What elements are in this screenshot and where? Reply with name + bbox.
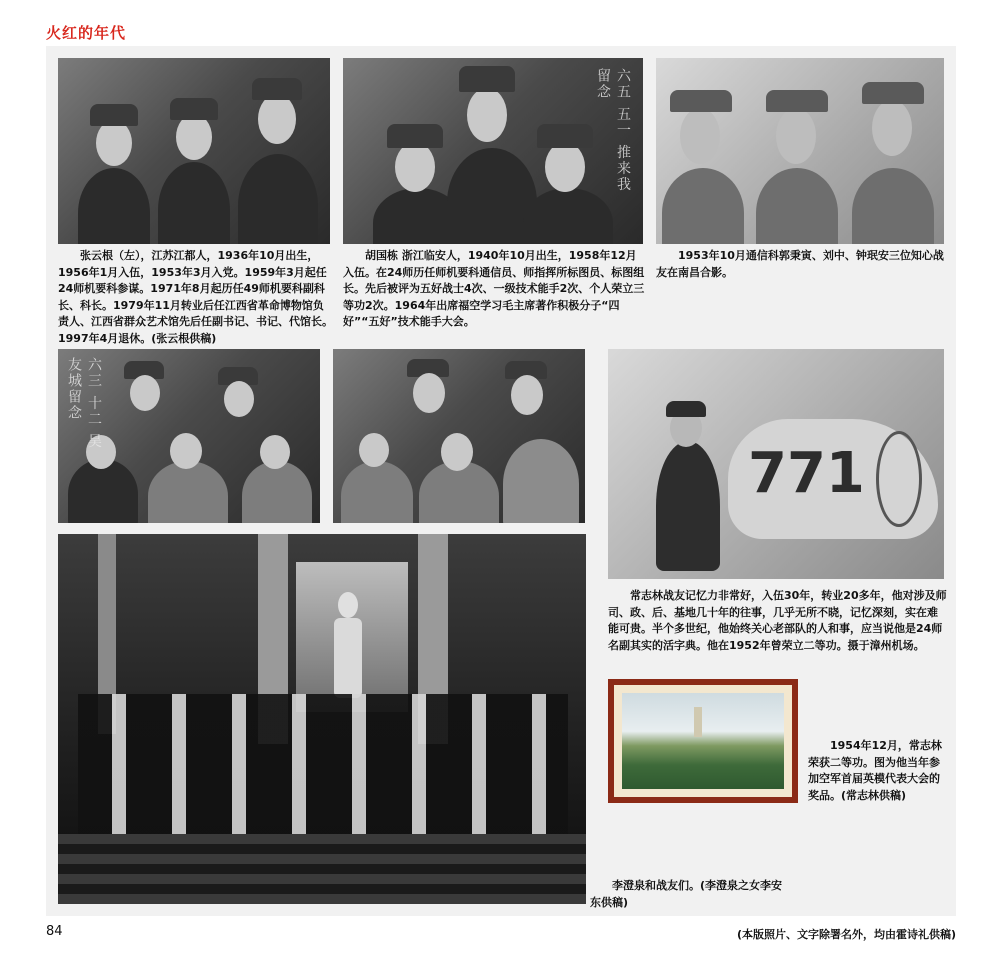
soldier-with-jet-photo bbox=[608, 349, 944, 579]
photo-inscription: 六五 五一 推来我留念 bbox=[595, 68, 631, 193]
group-photo-officers bbox=[58, 534, 586, 904]
caption-li-chengquan: 李澄泉和战友们。(李澄泉之女李安东供稿) bbox=[590, 879, 783, 909]
portrait-photo-1 bbox=[58, 58, 330, 244]
caption-award-painting: 1954年12月，常志林荣获二等功。图为他当年参加空军首届英模代表大会的奖品。(常志林供稿) bbox=[808, 739, 942, 802]
group-photo-4 bbox=[58, 349, 320, 523]
jet-number: 771 bbox=[748, 441, 865, 506]
caption-three-comrades: 1953年10月通信科郭秉寅、刘中、钟珉安三位知心战友在南昌合影。 bbox=[656, 249, 944, 279]
framed-painting-photo bbox=[608, 679, 798, 803]
group-photo-5 bbox=[333, 349, 585, 523]
section-title: 火红的年代 bbox=[46, 24, 127, 42]
portrait-photo-3 bbox=[656, 58, 944, 244]
photo-credit: (本版照片、文字除署名外，均由霍诗礼供稿) bbox=[736, 928, 956, 941]
caption-zhang-yungen: 张云根（左），江苏江都人，1936年10月出生，1956年1月入伍，1953年3月入党。1959年3月起任24师机要科参谋。1971年8月起历任49师机要科副科长、科长。1979年11月转业后任江西省革命博物馆负责人、江西省群众艺术馆先后任副书记、书记、代馆长。1997年4月退休。(张云根供稿) bbox=[58, 249, 333, 345]
portrait-photo-2 bbox=[343, 58, 643, 244]
caption-hu-guodong: 胡国栋 浙江临安人，1940年10月出生，1958年12月入伍。在24师历任师机要科通信员、师指挥所标图员、标图组长。先后被评为五好战士4次、一级技术能手2次、个人荣立三等功2次。1964年出席福空学习毛主席著作积极分子“四好”“五好”技术能手大会。 bbox=[343, 249, 645, 328]
photo-inscription: 六三 十二 吴友城留念 bbox=[66, 357, 102, 450]
caption-chang-zhilin: 常志林战友记忆力非常好，入伍30年，转业20多年，他对涉及师司、政、后、基地几十年的往事，几乎无所不晓，记忆深刻，实在难能可贵。半个多世纪，他始终关心老部队的人和事，应当说他是24师名副其实的活字典。他在1952年曾荣立二等功。摄于漳州机场。 bbox=[608, 589, 947, 652]
page-number: 84 bbox=[46, 924, 63, 939]
